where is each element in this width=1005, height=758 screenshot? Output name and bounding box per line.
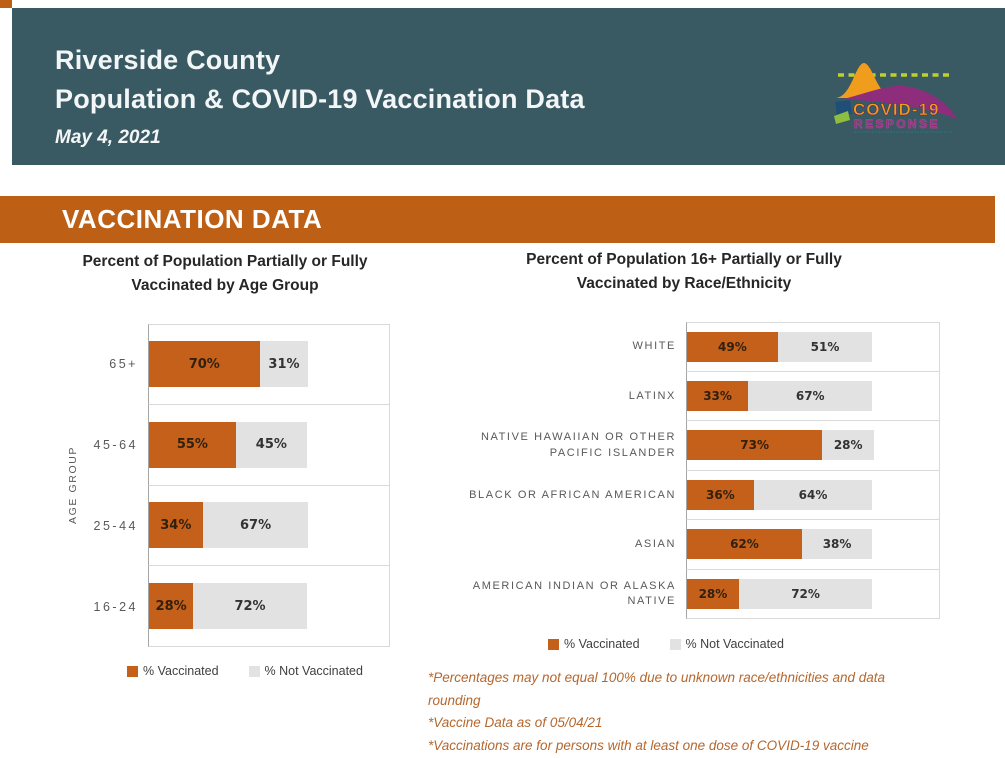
- page-title-line1: Riverside County: [55, 45, 281, 75]
- not-vaccinated-value-label: 31%: [268, 356, 300, 372]
- vaccinated-bar-segment: [687, 529, 802, 559]
- race-plot-cell: [686, 520, 940, 570]
- page-header: [12, 8, 1005, 165]
- age-row-65plus: [86, 324, 390, 405]
- stacked-bar: [687, 480, 939, 510]
- vaccinated-bar-segment: [687, 579, 739, 609]
- age-plot-cell: [148, 324, 390, 405]
- not-vaccinated-value-label: 64%: [798, 487, 828, 502]
- not-vaccinated-bar-segment: [739, 579, 872, 609]
- not-vaccinated-value-label: 45%: [255, 437, 287, 453]
- page-title-line2: Population & COVID-19 Vaccination Data: [55, 84, 585, 114]
- race-chart-title-line1: Percent of Population 16+ Partially or Fully: [526, 251, 842, 268]
- not-vaccinated-value-label: 72%: [234, 598, 266, 614]
- logo-text-response: RESPONSE: [854, 117, 940, 131]
- vaccinated-value-label: 28%: [155, 598, 187, 614]
- vaccinated-value-label: 33%: [703, 388, 732, 403]
- race-row-latinx: [428, 372, 940, 422]
- race-plot-cell: [686, 322, 940, 372]
- race-ethnicity-chart: [428, 248, 940, 758]
- race-row-american-indian: [428, 570, 940, 620]
- race-category-label: NATIVE HAWAIIAN OR OTHER PACIFIC ISLANDER: [480, 431, 676, 459]
- age-chart-title: [60, 250, 390, 298]
- section-banner: [0, 196, 995, 243]
- age-chart-rows: [86, 324, 390, 647]
- vaccinated-bar-segment: [687, 430, 822, 460]
- not-vaccinated-bar-segment: [754, 480, 873, 510]
- race-plot-cell: [686, 421, 940, 471]
- footnote-line-3: *Vaccinations are for persons with at least one dose of COVID-19 vaccine: [428, 738, 869, 754]
- age-plot-cell: [148, 405, 390, 486]
- not-vaccinated-value-label: 72%: [791, 586, 820, 601]
- page-title: [55, 41, 585, 119]
- corner-accent-chip: [0, 0, 12, 8]
- age-plot-cell: [148, 566, 390, 647]
- stacked-bar: [687, 332, 939, 362]
- age-category-label: 65+: [109, 357, 138, 372]
- race-row-native-hawaiian: [428, 421, 940, 471]
- race-plot-cell: [686, 471, 940, 521]
- age-plot-cell: [148, 486, 390, 567]
- race-row-asian: [428, 520, 940, 570]
- legend-item-not-vaccinated: [670, 637, 784, 651]
- vaccinated-bar-segment: [687, 480, 754, 510]
- age-chart-title-line2: Vaccinated by Age Group: [131, 277, 319, 294]
- not-vaccinated-bar-segment: [236, 422, 307, 468]
- age-category-label: 25-44: [93, 518, 138, 533]
- vaccinated-value-label: 28%: [698, 586, 728, 601]
- vaccinated-value-label: 34%: [160, 517, 192, 533]
- not-vaccinated-value-label: 51%: [810, 339, 840, 354]
- stacked-bar: [687, 579, 939, 609]
- race-row-black: [428, 471, 940, 521]
- not-vaccinated-value-label: 67%: [795, 388, 825, 403]
- race-category-label: LATINX: [628, 389, 676, 402]
- legend-label: % Not Vaccinated: [264, 664, 363, 678]
- vaccinated-value-label: 49%: [718, 339, 747, 354]
- stacked-bar: [149, 583, 389, 629]
- age-row-25-44: [86, 486, 390, 567]
- legend-item-vaccinated: [127, 664, 219, 678]
- vaccinated-bar-segment: [687, 332, 778, 362]
- vaccinated-bar-segment: [149, 502, 203, 548]
- race-plot-cell: [686, 372, 940, 422]
- not-vaccinated-bar-segment: [802, 529, 872, 559]
- not-vaccinated-bar-segment: [260, 341, 309, 387]
- vaccinated-bar-segment: [149, 422, 236, 468]
- not-vaccinated-value-label: 38%: [822, 537, 852, 552]
- age-chart-legend: [60, 664, 390, 678]
- age-category-label: 45-64: [93, 438, 138, 453]
- stacked-bar: [687, 381, 939, 411]
- age-chart-title-line1: Percent of Population Partially or Fully: [82, 253, 368, 270]
- age-category-label: 16-24: [93, 599, 138, 614]
- footnote-line-2: *Vaccine Data as of 05/04/21: [428, 715, 603, 731]
- stacked-bar: [687, 529, 939, 559]
- legend-label: % Not Vaccinated: [685, 637, 784, 651]
- race-row-white: [428, 322, 940, 372]
- age-chart-y-axis-title: AGE GROUP: [67, 446, 79, 525]
- not-vaccinated-bar-segment: [748, 381, 872, 411]
- vaccinated-bar-segment: [687, 381, 748, 411]
- vaccinated-value-label: 70%: [188, 356, 220, 372]
- vaccinated-value-label: 62%: [730, 537, 759, 552]
- stacked-bar: [149, 502, 389, 548]
- race-category-label: BLACK OR AFRICAN AMERICAN: [469, 488, 676, 501]
- footnotes: [428, 667, 940, 758]
- not-vaccinated-value-label: 28%: [833, 438, 863, 453]
- not-vaccinated-value-label: 67%: [240, 517, 272, 533]
- stacked-bar: [687, 430, 939, 460]
- not-vaccinated-bar-segment: [778, 332, 873, 362]
- vaccinated-legend-swatch-icon: [127, 666, 138, 677]
- race-chart-title-line2: Vaccinated by Race/Ethnicity: [576, 275, 792, 292]
- header-text-block: [55, 41, 585, 149]
- vaccinated-bar-segment: [149, 583, 193, 629]
- race-category-label: ASIAN: [634, 538, 676, 551]
- race-chart-rows: [428, 322, 940, 619]
- not-vaccinated-bar-segment: [203, 502, 309, 548]
- age-group-chart: [60, 250, 390, 678]
- legend-item-not-vaccinated: [249, 664, 363, 678]
- stacked-bar: [149, 422, 389, 468]
- vaccinated-value-label: 55%: [176, 437, 208, 453]
- vaccinated-value-label: 73%: [740, 438, 769, 453]
- covid-19-response-logo: [830, 58, 958, 136]
- legend-label: % Vaccinated: [143, 664, 219, 678]
- vaccinated-legend-swatch-icon: [548, 639, 559, 650]
- not-vaccinated-legend-swatch-icon: [670, 639, 681, 650]
- vaccinated-bar-segment: [149, 341, 260, 387]
- not-vaccinated-legend-swatch-icon: [249, 666, 260, 677]
- race-chart-plot: [428, 322, 940, 619]
- race-chart-legend: [428, 637, 940, 651]
- not-vaccinated-bar-segment: [822, 430, 874, 460]
- age-row-16-24: [86, 566, 390, 647]
- footnote-line-1: *Percentages may not equal 100% due to unknown race/ethnicities and data rounding: [428, 670, 886, 708]
- race-category-label: WHITE: [632, 340, 676, 353]
- legend-label: % Vaccinated: [564, 637, 640, 651]
- race-chart-title: [428, 248, 940, 296]
- age-chart-plot: [60, 324, 390, 647]
- logo-text-covid19: COVID-19: [853, 100, 940, 119]
- legend-item-vaccinated: [548, 637, 640, 651]
- section-banner-label: VACCINATION DATA: [62, 204, 323, 234]
- race-plot-cell: [686, 570, 940, 620]
- report-date: May 4, 2021: [55, 127, 161, 148]
- vaccinated-value-label: 36%: [705, 487, 735, 502]
- not-vaccinated-bar-segment: [193, 583, 307, 629]
- race-category-label: AMERICAN INDIAN OR ALASKA NATIVE: [472, 579, 676, 608]
- stacked-bar: [149, 341, 389, 387]
- age-row-45-64: [86, 405, 390, 486]
